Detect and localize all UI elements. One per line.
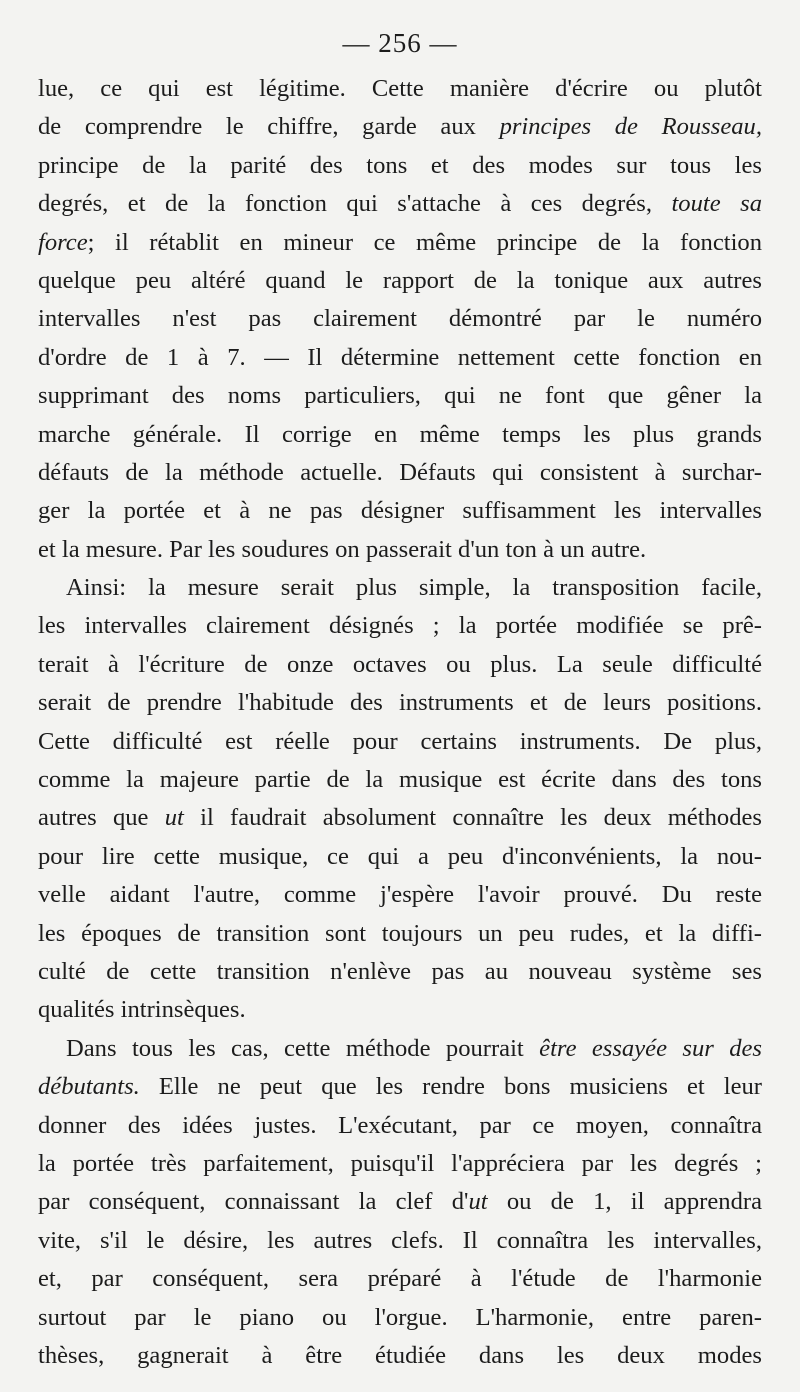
text-segment: qualités intrinsèques.: [38, 996, 246, 1024]
text-segment: terait à l'écriture de onze octaves ou plus. La seule difficulté: [38, 650, 762, 678]
text-line: [38, 224, 762, 262]
body-text: [38, 70, 762, 1375]
text-segment: intervalles n'est pas clairement démontré par le numéro: [38, 305, 762, 333]
text-line: [38, 1260, 762, 1298]
italic-segment: toute sa: [671, 190, 762, 218]
text-line: [38, 646, 762, 684]
text-line: [38, 185, 762, 223]
text-line: [38, 1107, 762, 1145]
text-line: [38, 1299, 762, 1337]
italic-segment: ut: [468, 1188, 488, 1216]
text-line: [38, 339, 762, 377]
text-line: [38, 1337, 762, 1375]
text-segment: de comprendre le chiffre, garde aux: [38, 113, 500, 141]
text-line: [38, 761, 762, 799]
text-segment: velle aidant l'autre, comme j'espère l'avoir prouvé. Du reste: [38, 881, 762, 909]
italic-segment: être essayée sur des: [539, 1034, 762, 1062]
text-segment: ger la portée et à ne pas désigner suffisamment les intervalles: [38, 497, 762, 525]
page-number: — 256 —: [342, 28, 458, 58]
text-line: [38, 1068, 762, 1106]
text-line: [38, 799, 762, 837]
text-line: [38, 262, 762, 300]
text-segment: marche générale. Il corrige en même temps les plus grands: [38, 420, 762, 448]
text-segment: autres que: [38, 804, 165, 832]
text-segment: la portée très parfaitement, puisqu'il l'appréciera par les degrés ;: [38, 1149, 762, 1177]
text-segment: thèses, gagnerait à être étudiée dans les deux modes: [38, 1341, 762, 1369]
text-line: [38, 684, 762, 722]
text-line: [38, 953, 762, 991]
text-segment: et, par conséquent, sera préparé à l'étude de l'harmonie: [38, 1265, 762, 1293]
text-segment: pour lire cette musique, ce qui a peu d'inconvénients, la nou-: [38, 842, 762, 870]
italic-segment: débutants.: [38, 1073, 140, 1101]
text-segment: principe de la parité des tons et des modes sur tous les: [38, 151, 762, 179]
text-line: [38, 915, 762, 953]
text-line: [38, 454, 762, 492]
text-segment: supprimant des noms particuliers, qui ne font que gêner la: [38, 382, 762, 410]
text-segment: et la mesure. Par les soudures on passerait d'un ton à un autre.: [38, 535, 647, 563]
text-segment: surtout par le piano ou l'orgue. L'harmonie, entre paren-: [38, 1303, 762, 1331]
text-segment: il faudrait absolument connaître les deux méthodes: [183, 804, 762, 832]
text-segment: culté de cette transition n'enlève pas au nouveau système ses: [38, 957, 762, 985]
text-line: [38, 70, 762, 108]
text-line: [38, 723, 762, 761]
text-segment: les époques de transition sont toujours un peu rudes, et la diffi-: [38, 919, 762, 947]
text-line: [38, 300, 762, 338]
text-line: [38, 416, 762, 454]
text-line: [38, 492, 762, 530]
text-segment: Elle ne peut que les rendre bons musiciens et leur: [139, 1073, 762, 1101]
text-segment: comme la majeure partie de la musique est écrite dans des tons: [38, 766, 762, 794]
text-segment: ; il rétablit en mineur ce même principe de la fonction: [87, 228, 762, 256]
text-segment: vite, s'il le désire, les autres clefs. Il connaîtra les intervalles,: [38, 1226, 762, 1254]
italic-segment: ut: [164, 804, 184, 832]
text-segment: d'ordre de 1 à 7. — Il détermine nettement cette fonction en: [38, 343, 762, 371]
text-segment: Cette difficulté est réelle pour certains instruments. De plus,: [38, 727, 762, 755]
text-segment: par conséquent, connaissant la clef d': [38, 1188, 469, 1216]
text-segment: Dans tous les cas, cette méthode pourrait: [66, 1034, 540, 1062]
text-segment: serait de prendre l'habitude des instruments et de leurs positions.: [38, 689, 762, 717]
text-segment: défauts de la méthode actuelle. Défauts qui consistent à surchar-: [38, 458, 762, 486]
text-line: [38, 147, 762, 185]
text-segment: degrés, et de la fonction qui s'attache à ces degrés,: [38, 190, 672, 218]
italic-segment: force: [38, 228, 88, 256]
text-line: [38, 876, 762, 914]
text-line: [38, 108, 762, 146]
text-line: [38, 1183, 762, 1221]
text-segment: ou de 1, il apprendra: [487, 1188, 762, 1216]
text-line: [38, 991, 762, 1029]
text-line: [38, 377, 762, 415]
text-line: [38, 569, 762, 607]
text-line: [38, 531, 762, 569]
text-line: [38, 607, 762, 645]
text-segment: lue, ce qui est légitime. Cette manière d'écrire ou plutôt: [38, 75, 762, 102]
text-segment: Ainsi: la mesure serait plus simple, la transposition facile,: [66, 574, 762, 602]
text-line: [38, 1030, 762, 1068]
text-line: [38, 838, 762, 876]
text-segment: quelque peu altéré quand le rapport de la tonique aux autres: [38, 266, 762, 294]
text-line: [38, 1222, 762, 1260]
text-segment: les intervalles clairement désignés ; la portée modifiée se prê-: [38, 612, 762, 640]
text-segment: donner des idées justes. L'exécutant, par ce moyen, connaîtra: [38, 1111, 762, 1139]
italic-segment: principes de Rousseau,: [499, 113, 762, 141]
text-line: [38, 1145, 762, 1183]
